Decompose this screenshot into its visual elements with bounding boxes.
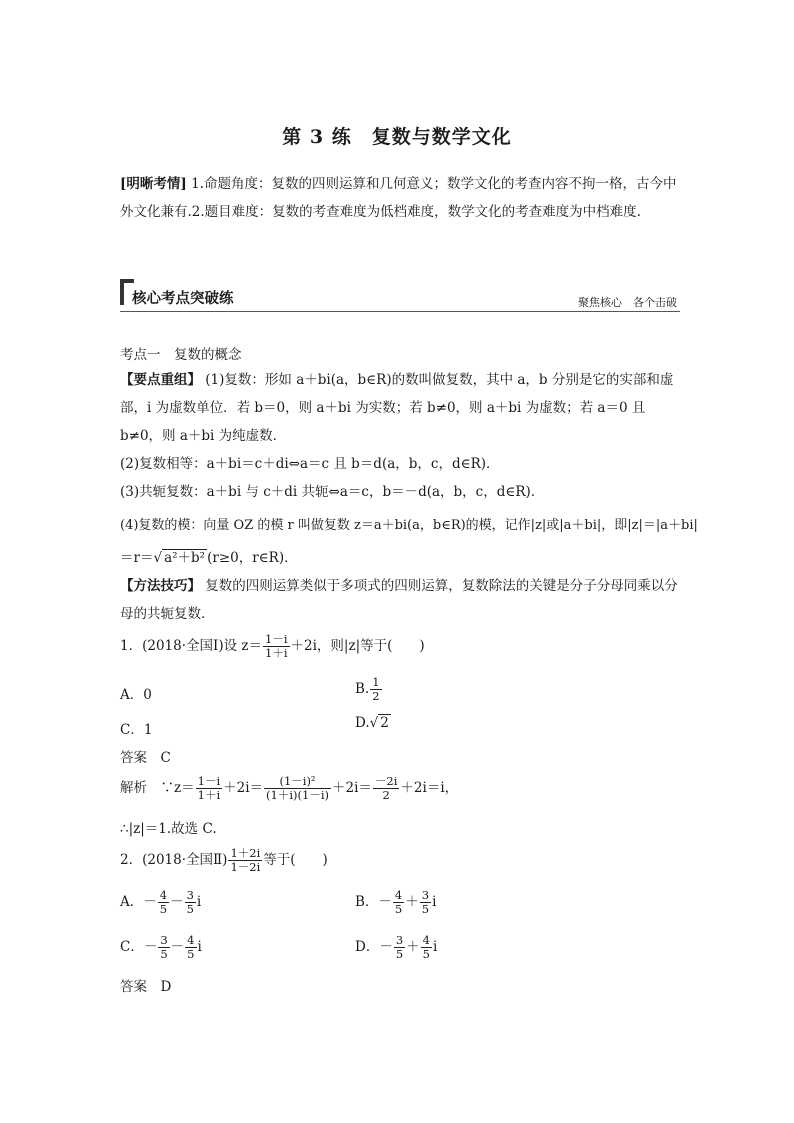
q2-answer: 答案 D <box>120 979 172 995</box>
q1-a-f3-num: －2i <box>374 774 398 788</box>
method-text: 复数的四则运算类似于多项式的四则运算，复数除法的关键是分子分母同乘以分母的共轭复数． <box>120 578 678 622</box>
topic-heading: 考点一 复数的概念 <box>120 347 242 363</box>
q2-a-den2: 5 <box>186 902 194 916</box>
method-label: 【方法技巧】 <box>120 578 201 594</box>
key-points-text: (1)复数：形如 a＋bi(a，b∈R)的数叫做复数，其中 a，b 分别是它的实部和虚部，i 为虚数单位．若 b＝0，则 a＋bi 为实数；若 b≠0，则 a＋bi 为虚数；若 a＝0 且 b≠0，则 a＋bi 为纯虚数． <box>120 372 674 444</box>
q1-option-c: C．1 <box>120 722 153 738</box>
q1-b-den: 2 <box>372 689 380 703</box>
question-1-stem <box>120 633 425 660</box>
q2-frac-num: 1＋2i <box>230 846 261 860</box>
q2-d-mid: ＋ <box>406 939 420 955</box>
question-2-stem <box>120 847 328 874</box>
intro-paragraph <box>120 170 680 226</box>
q1-fraction <box>263 633 290 660</box>
q2-option-d <box>355 934 437 961</box>
q2-d-f2: 4 <box>422 933 430 947</box>
key-point-3: (3)共轭复数：a＋bi 与 c＋di 共轭⇔a＝c，b＝－d(a，b，c，d∈R)． <box>120 484 545 500</box>
q1-option-b-fraction <box>370 676 381 703</box>
q1-conclusion: ∴|z|＝1.故选 C. <box>120 821 217 837</box>
q2-b-mid: ＋ <box>405 894 419 910</box>
q2-b-frac-1 <box>393 889 404 916</box>
q2-c-frac-2 <box>185 934 196 961</box>
intro-label: [明晰考情] <box>120 176 187 192</box>
key-points-label: 【要点重组】 <box>120 372 201 388</box>
q2-option-a <box>120 889 201 916</box>
q2-c-pre: C．－ <box>120 939 158 955</box>
formula-root: a²＋b² <box>164 550 206 566</box>
section-subtitle: 聚焦核心 各个击破 <box>578 296 677 309</box>
q1-frac-den: 1＋i <box>265 646 288 660</box>
q1-option-d-label: D. <box>355 715 370 731</box>
q2-a-f1: 4 <box>159 888 168 902</box>
q1-b-num: 1 <box>372 675 380 689</box>
q1-analysis <box>120 775 458 802</box>
q2-d-den2: 5 <box>422 947 430 961</box>
q1-analysis-label: 解析 ∵z＝ <box>120 780 195 796</box>
key-point-4: (4)复数的模：向量 OZ 的模 r 叫做复数 z＝a＋bi(a，b∈R)的模，记作|z|或|a＋bi|，即|z|＝|a＋bi| <box>120 518 698 533</box>
q2-a-f2: 3 <box>186 888 194 902</box>
q1-stem-prefix: 1．(2018·全国Ⅰ)设 z＝ <box>120 638 263 654</box>
q1-stem-suffix: ＋2i，则|z|等于( ) <box>290 638 425 654</box>
q2-d-frac-2 <box>421 934 432 961</box>
intro-text: 1.命题角度：复数的四则运算和几何意义；数学文化的考查内容不拘一格，古今中外文化兼有.2.题目难度：复数的考查难度为低档难度，数学文化的考查难度为中档难度. <box>120 176 677 220</box>
q2-b-pre: B．－ <box>355 894 392 910</box>
q1-analysis-frac-3 <box>373 775 400 802</box>
section-marker-top <box>120 279 134 283</box>
q1-a-f2-num: (1－i)² <box>264 775 331 789</box>
q2-d-suffix: i <box>432 939 438 955</box>
page-title: 第 3 练 复数与数学文化 <box>282 126 512 148</box>
key-points-paragraph <box>120 366 680 450</box>
q1-a-f3-den: 2 <box>382 788 390 802</box>
q2-b-f2: 3 <box>421 888 430 902</box>
q2-b-frac-2 <box>420 889 431 916</box>
q2-b-den1: 5 <box>394 902 403 916</box>
q2-a-frac-1 <box>158 889 169 916</box>
q2-fraction <box>228 847 262 874</box>
key-point-4-formula: ＝r＝√ a²＋b² (r≥0，r∈R)． <box>120 550 298 566</box>
q2-c-f2: 4 <box>187 933 195 947</box>
formula-prefix: ＝r＝ <box>120 550 154 566</box>
q2-c-den1: 5 <box>160 947 168 961</box>
q1-option-b-label: B. <box>355 681 370 697</box>
q2-a-den1: 5 <box>159 902 168 916</box>
q1-answer: 答案 C <box>120 750 171 766</box>
q2-option-b <box>355 889 436 916</box>
q2-d-f1: 3 <box>395 933 404 947</box>
q2-b-den2: 5 <box>421 902 430 916</box>
q2-a-mid: － <box>170 894 184 910</box>
q1-option-a: A．0 <box>120 687 152 703</box>
q2-d-pre: D．－ <box>355 939 393 955</box>
q1-analysis-frac-2 <box>264 775 331 802</box>
q2-option-c <box>120 934 202 961</box>
q1-analysis-frac-1 <box>196 775 223 802</box>
q2-a-suffix: i <box>196 894 202 910</box>
q1-option-d-root: 2 <box>380 715 389 731</box>
q1-option-b <box>355 676 383 703</box>
q2-d-den1: 5 <box>395 947 404 961</box>
q2-d-frac-1 <box>394 934 405 961</box>
q2-stem-suffix: 等于( ) <box>263 852 328 868</box>
q2-c-mid: － <box>170 939 185 955</box>
q2-c-f1: 3 <box>160 933 168 947</box>
q1-a-f1-den: 1＋i <box>197 788 221 802</box>
q2-a-frac-2 <box>185 889 196 916</box>
q2-c-den2: 5 <box>187 947 195 961</box>
q2-a-pre: A．－ <box>120 894 157 910</box>
q1-option-d: D.√ 2 <box>355 715 389 731</box>
key-point-2: (2)复数相等：a＋bi＝c＋di⇔a＝c 且 b＝d(a，b，c，d∈R)． <box>120 456 500 472</box>
formula-suffix: (r≥0，r∈R)． <box>207 550 298 566</box>
q2-b-suffix: i <box>432 894 437 910</box>
section-title: 核心考点突破练 <box>132 291 234 307</box>
q2-frac-den: 1－2i <box>230 860 261 874</box>
q2-stem-prefix: 2．(2018·全国Ⅱ) <box>120 852 228 868</box>
q1-a-f2-den: (1＋i)(1－i) <box>266 788 329 802</box>
section-divider <box>120 311 680 312</box>
q1-a-mid2: ＋2i＝ <box>331 780 372 796</box>
method-paragraph <box>120 572 680 628</box>
q2-c-suffix: i <box>197 939 202 955</box>
q2-b-f1: 4 <box>394 888 403 902</box>
q1-a-end: ＋2i＝i， <box>400 780 459 796</box>
q1-a-f1-num: 1－i <box>197 774 221 788</box>
q2-c-frac-1 <box>158 934 169 961</box>
q1-a-mid1: ＋2i＝ <box>223 780 264 796</box>
q1-frac-num: 1－i <box>265 632 288 646</box>
